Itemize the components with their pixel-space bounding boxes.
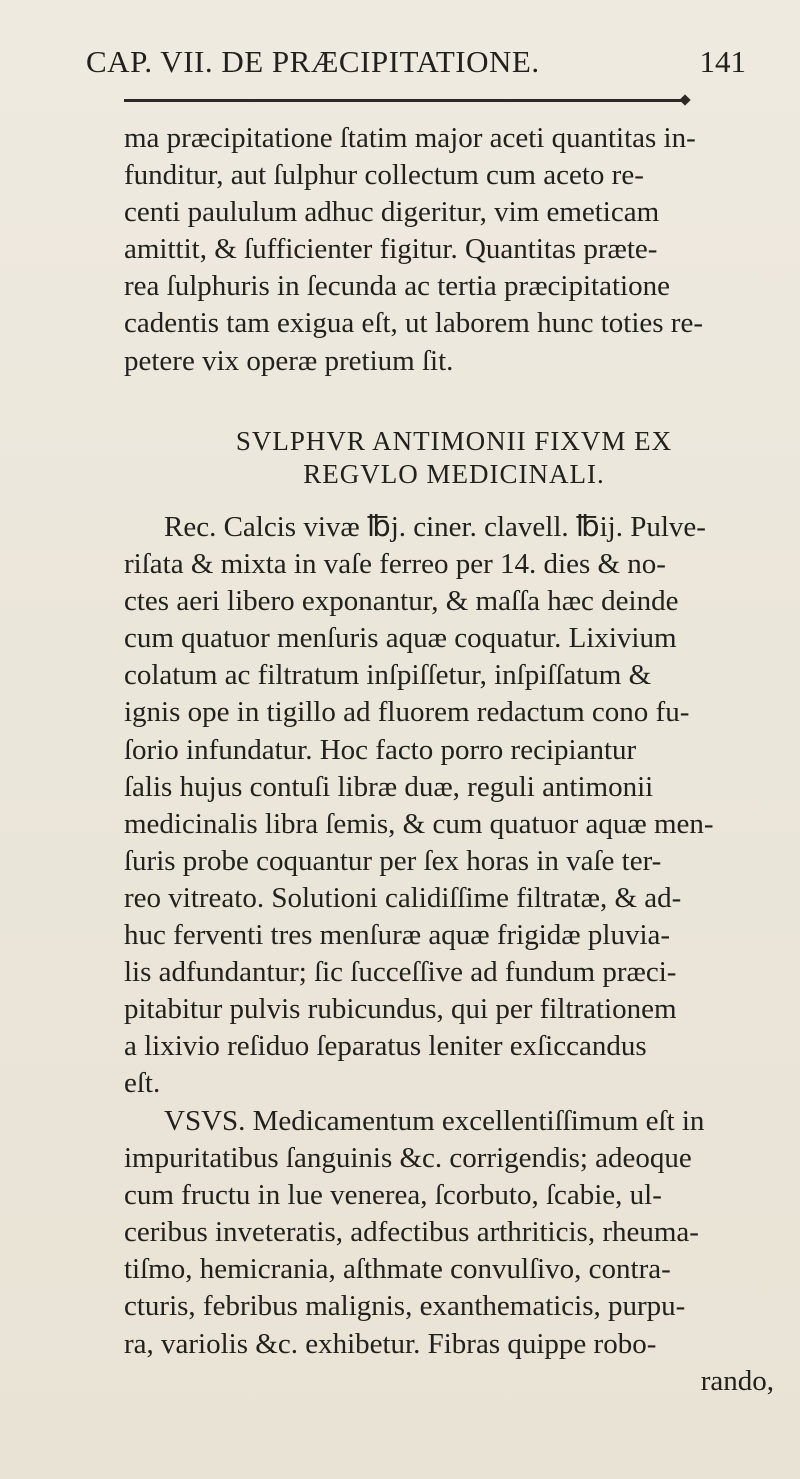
text-line: huc ferventi tres menſuræ aquæ frigidæ pluvia- [124, 919, 671, 952]
text-line: reo vitreato. Solutioni calidiſſime filtratæ, & ad- [124, 881, 682, 914]
text-line: centi paululum adhuc digeritur, vim emeticam [124, 196, 660, 229]
page-number: 141 [699, 44, 746, 79]
chapter-title: CAP. VII. DE PRÆCIPITATIONE. [86, 44, 540, 79]
text-line: ctes aeri libero exponantur, & maſſa hæc deinde [124, 585, 679, 618]
text-line: cum fructu in lue venerea, ſcorbuto, ſcabie, ul- [124, 1179, 662, 1212]
catchword: rando, [700, 1364, 774, 1397]
text-line: ma præcipitatione ſtatim major aceti quantitas in- [124, 122, 696, 154]
text-line: ſuris probe coquantur per ſex horas in vaſe ter- [124, 844, 662, 877]
text-line: tiſmo, hemicrania, aſthmate convulſivo, contra- [124, 1253, 671, 1286]
text-line: colatum ac filtratum inſpiſſetur, inſpiſſatum & [124, 659, 652, 692]
text-line: cum quatuor menſuris aquæ coquatur. Lixivium [124, 622, 677, 655]
text-line: cadentis tam exigua eſt, ut laborem hunc toties re- [124, 307, 703, 340]
paragraph-2 [124, 509, 784, 1103]
heading-line: SVLPHVR ANTIMONII FIXVM EX [235, 426, 673, 456]
text-line: petere vix operæ pretium ſit. [124, 344, 454, 377]
text-line: ſalis hujus contuſi libræ duæ, reguli antimonii [124, 770, 654, 803]
heading-line: REGVLO MEDICINALI. [303, 459, 605, 489]
header-rule [124, 99, 684, 102]
text-line: funditur, aut ſulphur collectum cum aceto re- [124, 159, 644, 192]
paragraph-3 [124, 1103, 784, 1400]
text-line: ra, variolis &c. exhibetur. Fibras quippe robo- [124, 1327, 657, 1360]
text-line: riſata & mixta in vaſe ferreo per 14. dies & no- [124, 548, 666, 581]
text-line: pitabitur pulvis rubicundus, qui per filtrationem [124, 993, 677, 1026]
text-line: ſorio infundatur. Hoc facto porro recipiantur [124, 733, 637, 766]
paragraph-1 [124, 120, 784, 380]
text-line: ceribus inveteratis, adfectibus arthriticis, rheuma- [124, 1216, 699, 1249]
section-heading [124, 425, 784, 491]
text-line: Rec. Calcis vivæ ℔j. ciner. clavell. ℔ij. Pulve- [164, 511, 706, 543]
text-line: impuritatibus ſanguinis &c. corrigendis; adeoque [124, 1142, 692, 1175]
running-header [86, 44, 746, 88]
text-line: eſt. [124, 1067, 161, 1100]
header-rule-ornament [679, 94, 690, 105]
text-line: ignis ope in tigillo ad fluorem redactum cono fu- [124, 696, 690, 729]
text-line: medicinalis libra ſemis, & cum quatuor aquæ men- [124, 807, 714, 840]
text-line: amittit, & ſufficienter figitur. Quantitas præte- [124, 233, 658, 266]
text-line: a lixivio reſiduo ſeparatus leniter exſiccandus [124, 1030, 647, 1063]
text-line: VSVS. Medicamentum excellentiſſimum eſt in [164, 1105, 705, 1137]
text-line: cturis, febribus malignis, exanthematicis, purpu- [124, 1290, 686, 1323]
text-line: lis adfundantur; ſic ſucceſſive ad fundum præci- [124, 956, 677, 989]
text-line: rea ſulphuris in ſecunda ac tertia præcipitatione [124, 270, 670, 303]
